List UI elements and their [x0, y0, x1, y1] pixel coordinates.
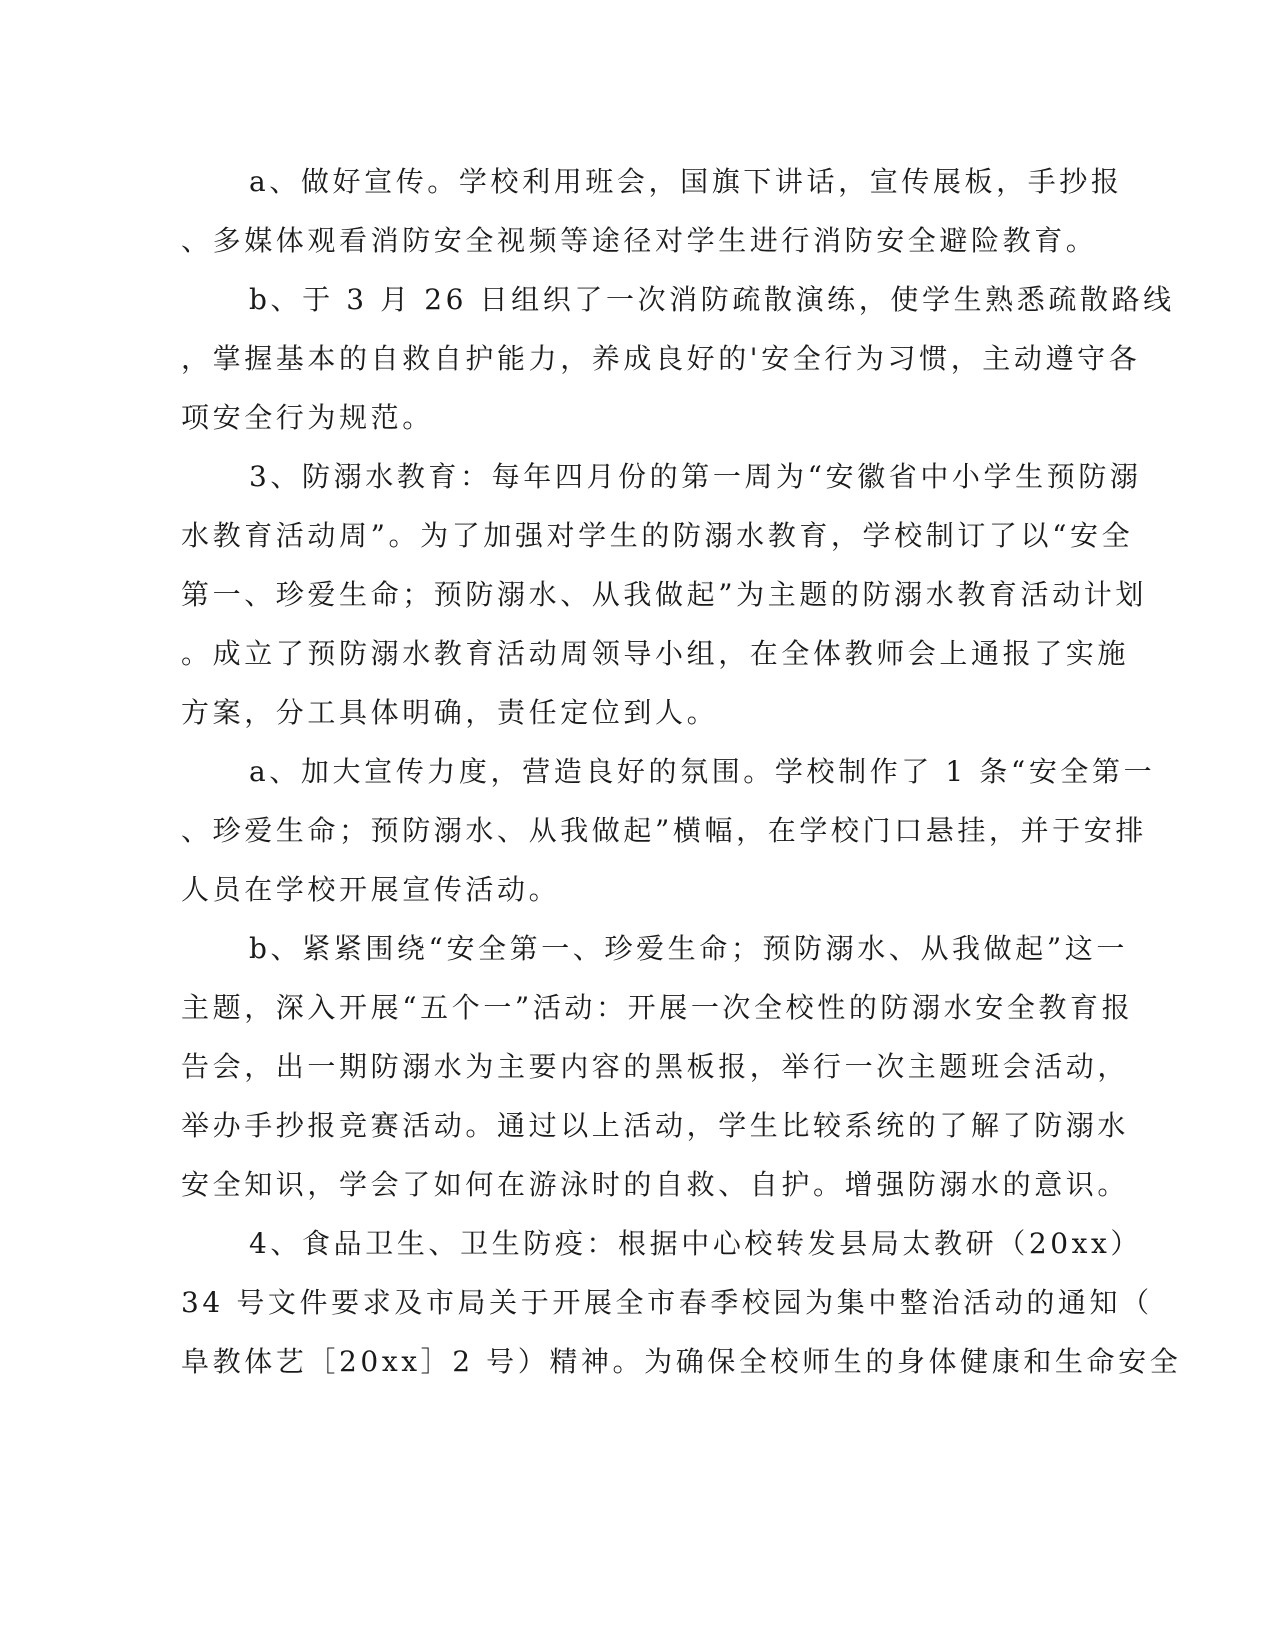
text-line: 项安全行为规范。: [181, 401, 434, 434]
text-line: 第一、珍爱生命；预防溺水、从我做起”为主题的防溺水教育活动计划: [181, 578, 1147, 611]
text-line: 举办手抄报竞赛活动。通过以上活动，学生比较系统的了解了防溺水: [181, 1109, 1130, 1142]
body-text: [181, 152, 1182, 1391]
text-line: 34 号文件要求及市局关于开展全市春季校园为集中整治活动的通知（: [181, 1286, 1153, 1319]
text-line: 主题，深入开展“五个一”活动：开展一次全校性的防溺水安全教育报: [181, 991, 1134, 1024]
text-line: 方案，分工具体明确，责任定位到人。: [181, 696, 719, 729]
text-line: a、加大宣传力度，营造良好的氛围。学校制作了 1 条“安全第一: [249, 755, 1156, 788]
text-line: ，掌握基本的自救自护能力，养成良好的'安全行为习惯，主动遵守各: [181, 342, 1141, 375]
text-line: 3、防溺水教育：每年四月份的第一周为“安徽省中小学生预防溺: [249, 460, 1142, 493]
text-line: 。成立了预防溺水教育活动周领导小组，在全体教师会上通报了实施: [181, 637, 1130, 670]
text-line: 、珍爱生命；预防溺水、从我做起”横幅，在学校门口悬挂，并于安排: [181, 814, 1147, 847]
text-line: 安全知识，学会了如何在游泳时的自救、自护。增强防溺水的意识。: [181, 1168, 1130, 1201]
text-line: b、于 3 月 26 日组织了一次消防疏散演练，使学生熟悉疏散路线: [249, 283, 1175, 316]
text-line: b、紧紧围绕“安全第一、珍爱生命；预防溺水、从我做起”这一: [249, 932, 1128, 965]
text-line: 水教育活动周”。为了加强对学生的防溺水教育，学校制订了以“安全: [181, 519, 1134, 552]
text-line: 4、食品卫生、卫生防疫：根据中心校转发县局太教研（20xx）: [249, 1227, 1143, 1260]
text-line: 阜教体艺［20xx］2 号）精神。为确保全校师生的身体健康和生命安全: [181, 1345, 1182, 1378]
text-line: 告会，出一期防溺水为主要内容的黑板报，举行一次主题班会活动，: [181, 1050, 1130, 1083]
text-line: 人员在学校开展宣传活动。: [181, 873, 561, 906]
text-line: 、多媒体观看消防安全视频等途径对学生进行消防安全避险教育。: [181, 224, 1098, 257]
text-line: a、做好宣传。学校利用班会，国旗下讲话，宣传展板，手抄报: [249, 165, 1123, 198]
